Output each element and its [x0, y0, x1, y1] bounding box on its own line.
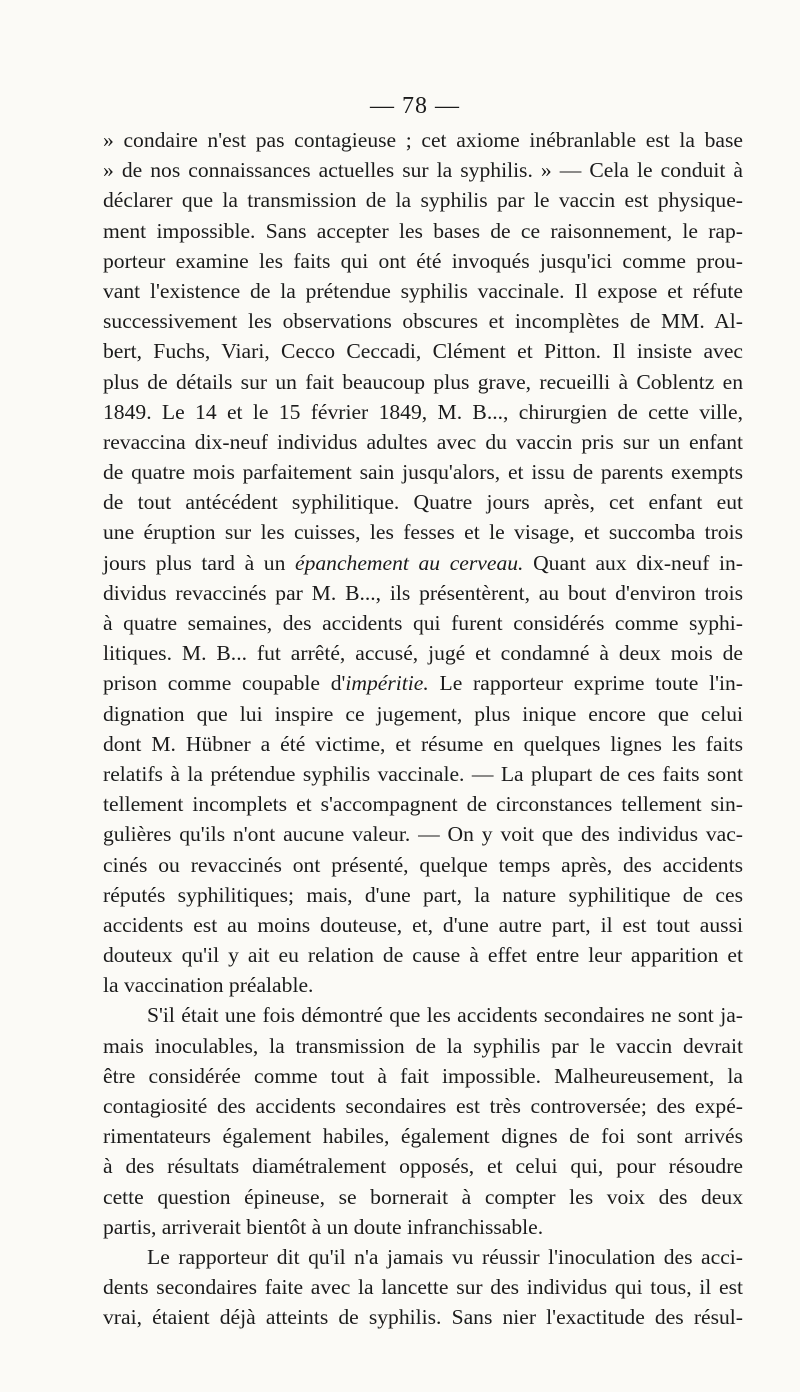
text-line: de quatre mois parfaitement sain jusqu'alors, et issu de parents exempts	[103, 460, 743, 485]
text-line: accidents est au moins douteuse, et, d'une autre part, il est tout aussi	[103, 912, 743, 937]
italic-phrase: épanchement au cerveau.	[294, 550, 524, 575]
text-line: dividus revaccinés par M. B..., ils présentèrent, au bout d'environ trois	[103, 580, 743, 605]
text-line: dont M. Hübner a été victime, et résume en quelques lignes les faits	[103, 731, 743, 756]
text-line: tellement incomplets et s'accompagnent de circonstances tellement sin-	[103, 792, 743, 817]
text-line: porteur examine les faits qui ont été invoqués jusqu'ici comme prou-	[103, 248, 743, 273]
text-line: à des résultats diamétralement opposés, et celui qui, pour résoudre	[103, 1154, 743, 1179]
text-line: plus de détails sur un fait beaucoup plus grave, recueilli à Coblentz en	[103, 369, 743, 394]
text-line: douteux qu'il y ait eu relation de cause à effet entre leur apparition et	[103, 943, 743, 968]
page-number: — 78 —	[370, 93, 460, 119]
text-line-paragraph-start: Le rapporteur dit qu'il n'a jamais vu réussir l'inoculation des acci-	[147, 1244, 743, 1269]
text-line: réputés syphilitiques; mais, d'une part, la nature syphilitique de ces	[103, 882, 743, 907]
text-line: relatifs à la prétendue syphilis vaccinale. — La plupart de ces faits sont	[103, 761, 743, 786]
text-segment: jours plus tard à un	[103, 550, 295, 575]
text-line-italic	[103, 668, 743, 698]
text-line: de tout antécédent syphilitique. Quatre jours après, cet enfant eut	[103, 490, 743, 515]
text-line: cette question épineuse, se bornerait à compter les voix des deux	[103, 1184, 743, 1209]
text-line: » condaire n'est pas contagieuse ; cet axiome inébranlable est la base	[103, 128, 743, 152]
text-line: à quatre semaines, des accidents qui furent considérés comme syphi-	[103, 611, 743, 635]
text-segment: prison comme coupable d'	[103, 671, 346, 696]
text-line: bert, Fuchs, Viari, Cecco Ceccadi, Clément et Pitton. Il insiste avec	[103, 339, 743, 364]
text-line: litiques. M. B... fut arrêté, accusé, jugé et condamné à deux mois de	[103, 641, 743, 666]
text-line: 1849. Le 14 et le 15 février 1849, M. B..., chirurgien de cette ville,	[103, 399, 743, 424]
text-line-paragraph-start: S'il était une fois démontré que les accidents secondaires ne sont ja-	[147, 1003, 743, 1028]
text-line: être considérée comme tout à fait impossible. Malheureusement, la	[103, 1063, 743, 1088]
text-line: dignation que lui inspire ce jugement, plus inique encore que celui	[103, 701, 743, 726]
text-line: cinés ou revaccinés ont présenté, quelque temps après, des accidents	[103, 852, 743, 877]
text-line: successivement les observations obscures et incomplètes de MM. Al-	[103, 309, 743, 334]
text-line: déclarer que la transmission de la syphilis par le vaccin est physique-	[103, 188, 743, 213]
text-line: gulières qu'ils n'ont aucune valeur. — On y voit que des individus vac-	[103, 822, 743, 847]
text-segment: Le rapporteur exprime toute l'in-	[428, 671, 743, 696]
text-line: mais inoculables, la transmission de la syphilis par le vaccin devrait	[103, 1033, 743, 1058]
text-line: ment impossible. Sans accepter les bases de ce raisonnement, le rap-	[103, 218, 743, 243]
text-line-paragraph-end: partis, arriverait bientôt à un doute infranchissable.	[103, 1214, 544, 1239]
text-line: une éruption sur les cuisses, les fesses et le visage, et succomba trois	[103, 520, 743, 545]
text-line: » de nos connaissances actuelles sur la syphilis. » — Cela le conduit à	[103, 158, 743, 183]
text-line: revaccina dix-neuf individus adultes avec du vaccin pris sur un enfant	[103, 429, 743, 454]
text-line: vant l'existence de la prétendue syphilis vaccinale. Il expose et réfute	[103, 278, 743, 303]
text-line: vrai, étaient déjà atteints de syphilis. Sans nier l'exactitude des résul-	[103, 1305, 743, 1330]
text-line: dents secondaires faite avec la lancette sur des individus qui tous, il est	[103, 1275, 743, 1300]
body-text	[103, 125, 743, 1333]
text-line: rimentateurs également habiles, également dignes de foi sont arrivés	[103, 1124, 743, 1149]
text-line-italic	[103, 548, 743, 578]
italic-phrase: impéritie.	[345, 671, 429, 696]
text-segment: Quant aux dix-neuf in-	[523, 550, 743, 575]
text-line: contagiosité des accidents secondaires est très controversée; des expé-	[103, 1094, 743, 1118]
text-line-paragraph-end: la vaccination préalable.	[103, 973, 314, 998]
